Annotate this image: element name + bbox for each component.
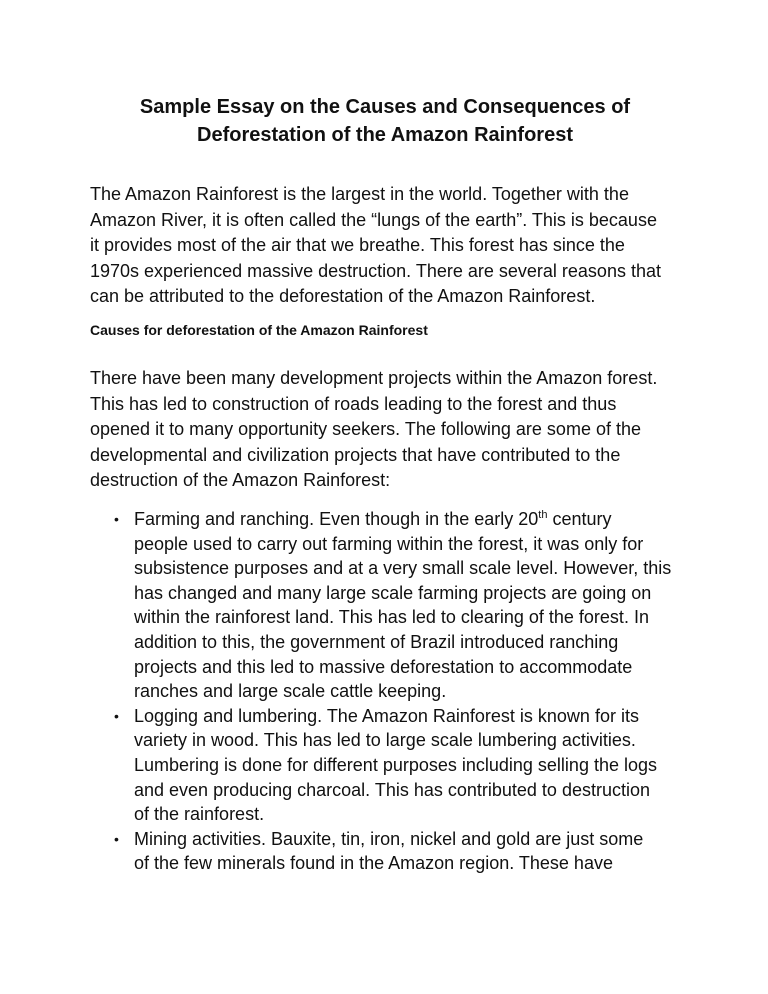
causes-intro-paragraph bbox=[90, 366, 690, 494]
bullet-icon: • bbox=[114, 830, 119, 847]
bullet-line: of the few minerals found in the Amazon region. These have bbox=[134, 853, 613, 874]
title-line-2: Deforestation of the Amazon Rainforest bbox=[197, 124, 573, 146]
bullet-line: and even producing charcoal. This has contributed to destruction bbox=[134, 779, 650, 800]
causes-intro-line: This has led to construction of roads leading to the forest and thus bbox=[90, 393, 617, 414]
bullet-line: ranches and large scale cattle keeping. bbox=[134, 681, 447, 702]
bullet-line: people used to carry out farming within the forest, it was only for bbox=[134, 533, 644, 554]
intro-line: 1970s experienced massive destruction. There are several reasons that bbox=[90, 260, 661, 281]
bullet-line: has changed and many large scale farming projects are going on bbox=[134, 582, 652, 603]
bullet-text: Farming and ranching. Even though in the early 20 bbox=[134, 509, 539, 529]
bullet-line: Lumbering is done for different purposes including selling the logs bbox=[134, 754, 657, 775]
section-heading: Causes for deforestation of the Amazon Rainforest bbox=[90, 322, 428, 338]
bullet-line: addition to this, the government of Brazil introduced ranching bbox=[134, 631, 619, 652]
causes-intro-line: developmental and civilization projects that have contributed to the bbox=[90, 444, 621, 465]
bullet-text: century bbox=[547, 509, 612, 529]
bullet-line: within the rainforest land. This has led to clearing of the forest. In bbox=[134, 607, 649, 628]
ordinal-superscript: th bbox=[538, 509, 548, 521]
causes-bullet-list bbox=[90, 507, 710, 876]
bullet-line: subsistence purposes and at a very small scale level. However, this bbox=[134, 558, 672, 579]
bullet-mining bbox=[90, 827, 710, 876]
bullet-icon: • bbox=[114, 707, 119, 724]
bullet-line bbox=[134, 507, 710, 532]
intro-line: it provides most of the air that we breathe. This forest has since the bbox=[90, 235, 625, 255]
bullet-line: Mining activities. Bauxite, tin, iron, nickel and gold are just some bbox=[134, 828, 644, 849]
bullet-farming-ranching bbox=[90, 507, 710, 704]
bullet-line: variety in wood. This has led to large scale lumbering activities. bbox=[134, 730, 636, 751]
intro-line: Amazon River, it is often called the “lungs of the earth”. This is because bbox=[90, 209, 657, 230]
essay-title bbox=[90, 93, 680, 149]
intro-line: The Amazon Rainforest is the largest in the world. Together with the bbox=[90, 184, 629, 204]
bullet-line: of the rainforest. bbox=[134, 804, 265, 825]
causes-intro-line: destruction of the Amazon Rainforest: bbox=[90, 470, 391, 490]
intro-line: can be attributed to the deforestation of the Amazon Rainforest. bbox=[90, 286, 596, 306]
causes-intro-line: There have been many development projects within the Amazon forest. bbox=[90, 368, 658, 388]
causes-intro-line: opened it to many opportunity seekers. The following are some of the bbox=[90, 419, 641, 439]
intro-paragraph bbox=[90, 182, 690, 310]
bullet-logging-lumbering bbox=[90, 704, 710, 827]
bullet-line: Logging and lumbering. The Amazon Rainforest is known for its bbox=[134, 705, 639, 726]
bullet-line: projects and this led to massive deforestation to accommodate bbox=[134, 656, 633, 677]
title-line-1: Sample Essay on the Causes and Consequences of bbox=[139, 96, 631, 118]
bullet-icon: • bbox=[114, 511, 119, 527]
